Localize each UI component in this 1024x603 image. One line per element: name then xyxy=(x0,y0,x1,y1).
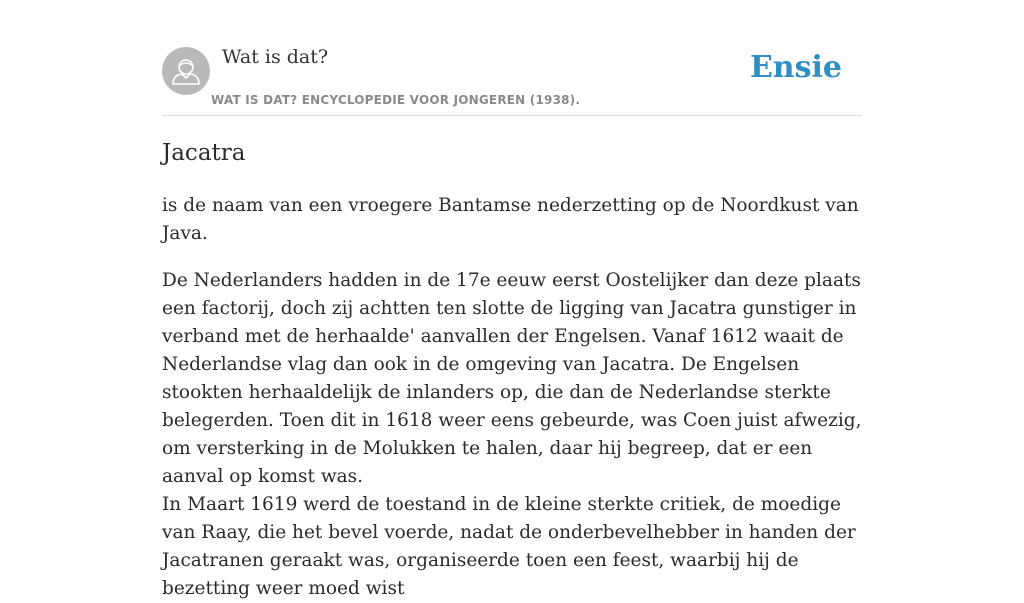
page-container xyxy=(162,0,862,599)
article-body xyxy=(162,192,862,603)
ensie-logo-link[interactable]: Ensie xyxy=(749,50,842,85)
user-outline-icon[interactable] xyxy=(162,47,210,95)
article-title: Jacatra xyxy=(162,140,246,166)
article-paragraph: is de naam van een vroegere Bantamse nederzetting op de Noordkust van Java. xyxy=(162,195,859,244)
article-paragraph: De Nederlanders hadden in de 17e eeuw eerst Oostelijker dan deze plaats een factorij, doch zij achtten ten slotte de ligging van Jacatra gunstiger in verband met de herhaalde' aanvallen der Engelsen. Vanaf 1612 waait de Nederlandse vlag dan ook in de omgeving van Jacatra. De Engelsen stookten herhaaldelijk de inlanders op, die dan de Nederlandse sterkte belegerden. Toen dit in 1618 weer eens gebeurde, was Coen juist afwezig, om versterking in de Molukken te halen, daar hij begreep, dat er een aanval op komst was. xyxy=(162,270,862,487)
source-title[interactable]: Wat is dat? xyxy=(222,46,329,68)
article-paragraph: In Maart 1619 werd de toestand in de kleine sterkte critiek, de moedige van Raay, die het bevel voerde, nadat de onderbevelhebber in handen der Jacatranen geraakt was, organiseerde toen een feest, waarbij hij de bezetting weer moed wist xyxy=(162,494,856,599)
source-header xyxy=(162,0,862,116)
source-subtitle: WAT IS DAT? ENCYCLOPEDIE VOOR JONGEREN (1938). xyxy=(211,93,581,107)
